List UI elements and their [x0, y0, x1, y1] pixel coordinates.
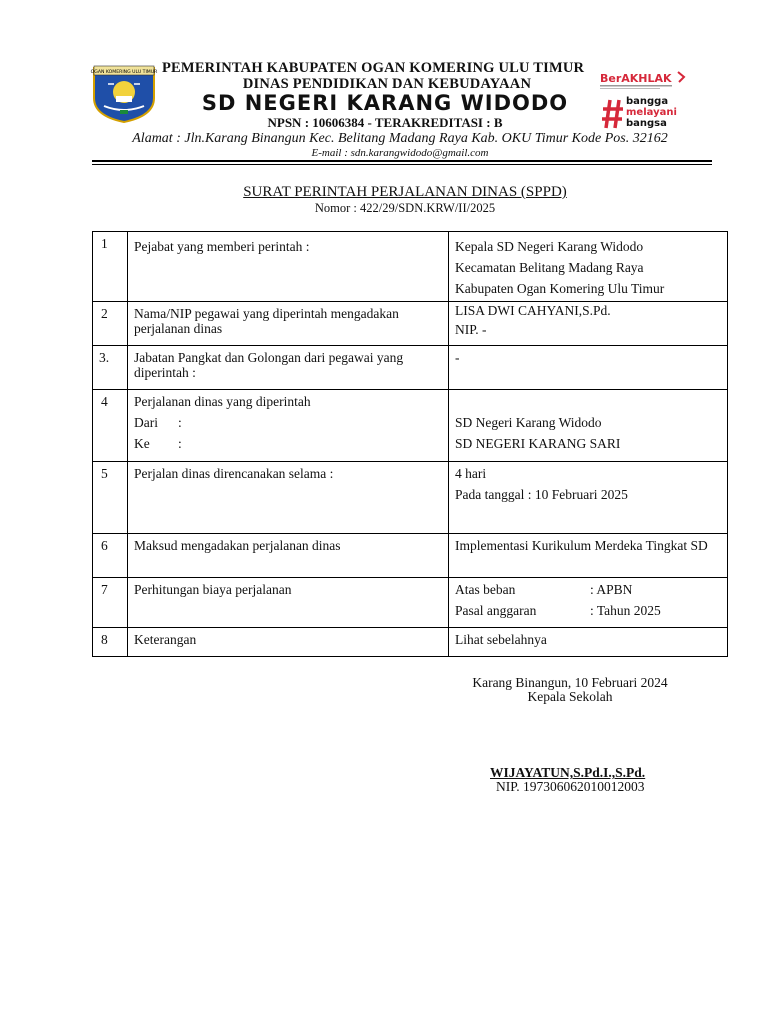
bangga-line-2: melayani — [626, 107, 677, 118]
signature-position: Kepala Sekolah — [527, 689, 613, 704]
row-value: - — [449, 346, 728, 390]
row-label: Perjalan dinas direncanakan selama : — [128, 462, 449, 534]
value-line: LISA DWI CAHYANI,S.Pd. — [455, 303, 611, 318]
header-department: DINAS PENDIDIKAN DAN KEBUDAYAAN — [242, 76, 532, 92]
header-email: E-mail : sdn.karangwidodo@gmail.com — [311, 147, 489, 159]
row-label: Jabatan Pangkat dan Golongan dari pegawai yang diperintah : — [128, 346, 449, 390]
row-label: Maksud mengadakan perjalanan dinas — [128, 534, 449, 578]
dari-colon: : — [178, 415, 182, 430]
value-line: Pada tanggal : 10 Februari 2025 — [455, 487, 628, 502]
header-government: PEMERINTAH KABUPATEN OGAN KOMERING ULU TIMUR — [162, 60, 585, 76]
row-number: 3. — [93, 346, 128, 390]
regency-logo — [90, 62, 158, 124]
row-number: 5 — [93, 462, 128, 534]
logo-caption: OGAN KOMERING ULU TIMUR — [90, 70, 158, 75]
row-value — [449, 578, 728, 628]
row-label: Pejabat yang memberi perintah : — [128, 232, 449, 302]
ke-label: Ke — [134, 436, 150, 451]
pair-key: Pasal anggaran — [455, 603, 537, 618]
value-line: SD NEGERI KARANG SARI — [455, 436, 621, 451]
row-label: Nama/NIP pegawai yang diperintah mengadakan perjalanan dinas — [128, 302, 449, 346]
row-value — [449, 462, 728, 534]
berakhlak-logo — [600, 68, 690, 90]
header-npsn: NPSN : 10606384 - TERAKREDITASI : B — [267, 115, 503, 130]
row-label — [128, 390, 449, 462]
value-line: SD Negeri Karang Widodo — [455, 415, 602, 430]
row-number: 6 — [93, 534, 128, 578]
value-line: Kecamatan Belitang Madang Raya — [455, 260, 644, 275]
header-school-name: SD NEGERI KARANG WIDODO — [201, 91, 569, 115]
bangga-line-1: bangga — [626, 96, 669, 107]
row-label-text: Perjalanan dinas yang diperintah — [134, 394, 311, 409]
row-value — [449, 302, 728, 346]
signature-name: WIJAYATUN,S.Pd.I.,S.Pd. — [490, 765, 646, 780]
value-line: Kabupaten Ogan Komering Ulu Timur — [455, 281, 665, 296]
row-number: 2 — [93, 302, 128, 346]
table-row — [93, 302, 728, 346]
pair-key: Atas beban — [455, 582, 516, 597]
header-address: Alamat : Jln.Karang Binangun Kec. Belitang Madang Raya Kab. OKU Timur Kode Pos. 32162 — [132, 131, 668, 146]
table-row — [93, 628, 728, 657]
row-label: Perhitungan biaya perjalanan — [128, 578, 449, 628]
row-number: 4 — [93, 390, 128, 462]
row-number: 1 — [93, 232, 128, 302]
table-row — [93, 534, 728, 578]
signature-nip: NIP. 197306062010012003 — [496, 779, 645, 794]
pair-value: : APBN — [590, 582, 633, 597]
document-title: SURAT PERINTAH PERJALANAN DINAS (SPPD) — [243, 184, 567, 200]
value-line: NIP. - — [455, 322, 487, 337]
row-value — [449, 390, 728, 462]
header-rule-thin — [92, 164, 712, 165]
value-line: 4 hari — [455, 466, 487, 481]
row-number: 8 — [93, 628, 128, 657]
table-row — [93, 390, 728, 462]
dari-label: Dari — [134, 415, 158, 430]
ke-colon: : — [178, 436, 182, 451]
table-row — [93, 462, 728, 534]
signature-place-date: Karang Binangun, 10 Februari 2024 — [472, 675, 668, 690]
bangga-melayani-bangsa-logo — [602, 96, 686, 132]
row-label: Keterangan — [128, 628, 449, 657]
row-value — [449, 232, 728, 302]
berakhlak-text: BerAKHLAK — [600, 72, 672, 85]
row-value: Lihat sebelahnya — [449, 628, 728, 657]
row-number: 7 — [93, 578, 128, 628]
bangga-line-3: bangsa — [626, 118, 667, 129]
value-line: Kepala SD Negeri Karang Widodo — [455, 239, 644, 254]
sppd-table — [92, 231, 728, 657]
table-row — [93, 578, 728, 628]
header-rule-thick — [92, 160, 712, 162]
row-value: Implementasi Kurikulum Merdeka Tingkat SD — [449, 534, 728, 578]
document-number: Nomor : 422/29/SDN.KRW/II/2025 — [314, 201, 496, 215]
hashtag-icon — [602, 98, 624, 130]
table-row — [93, 346, 728, 390]
table-row — [93, 232, 728, 302]
pair-value: : Tahun 2025 — [590, 603, 661, 618]
